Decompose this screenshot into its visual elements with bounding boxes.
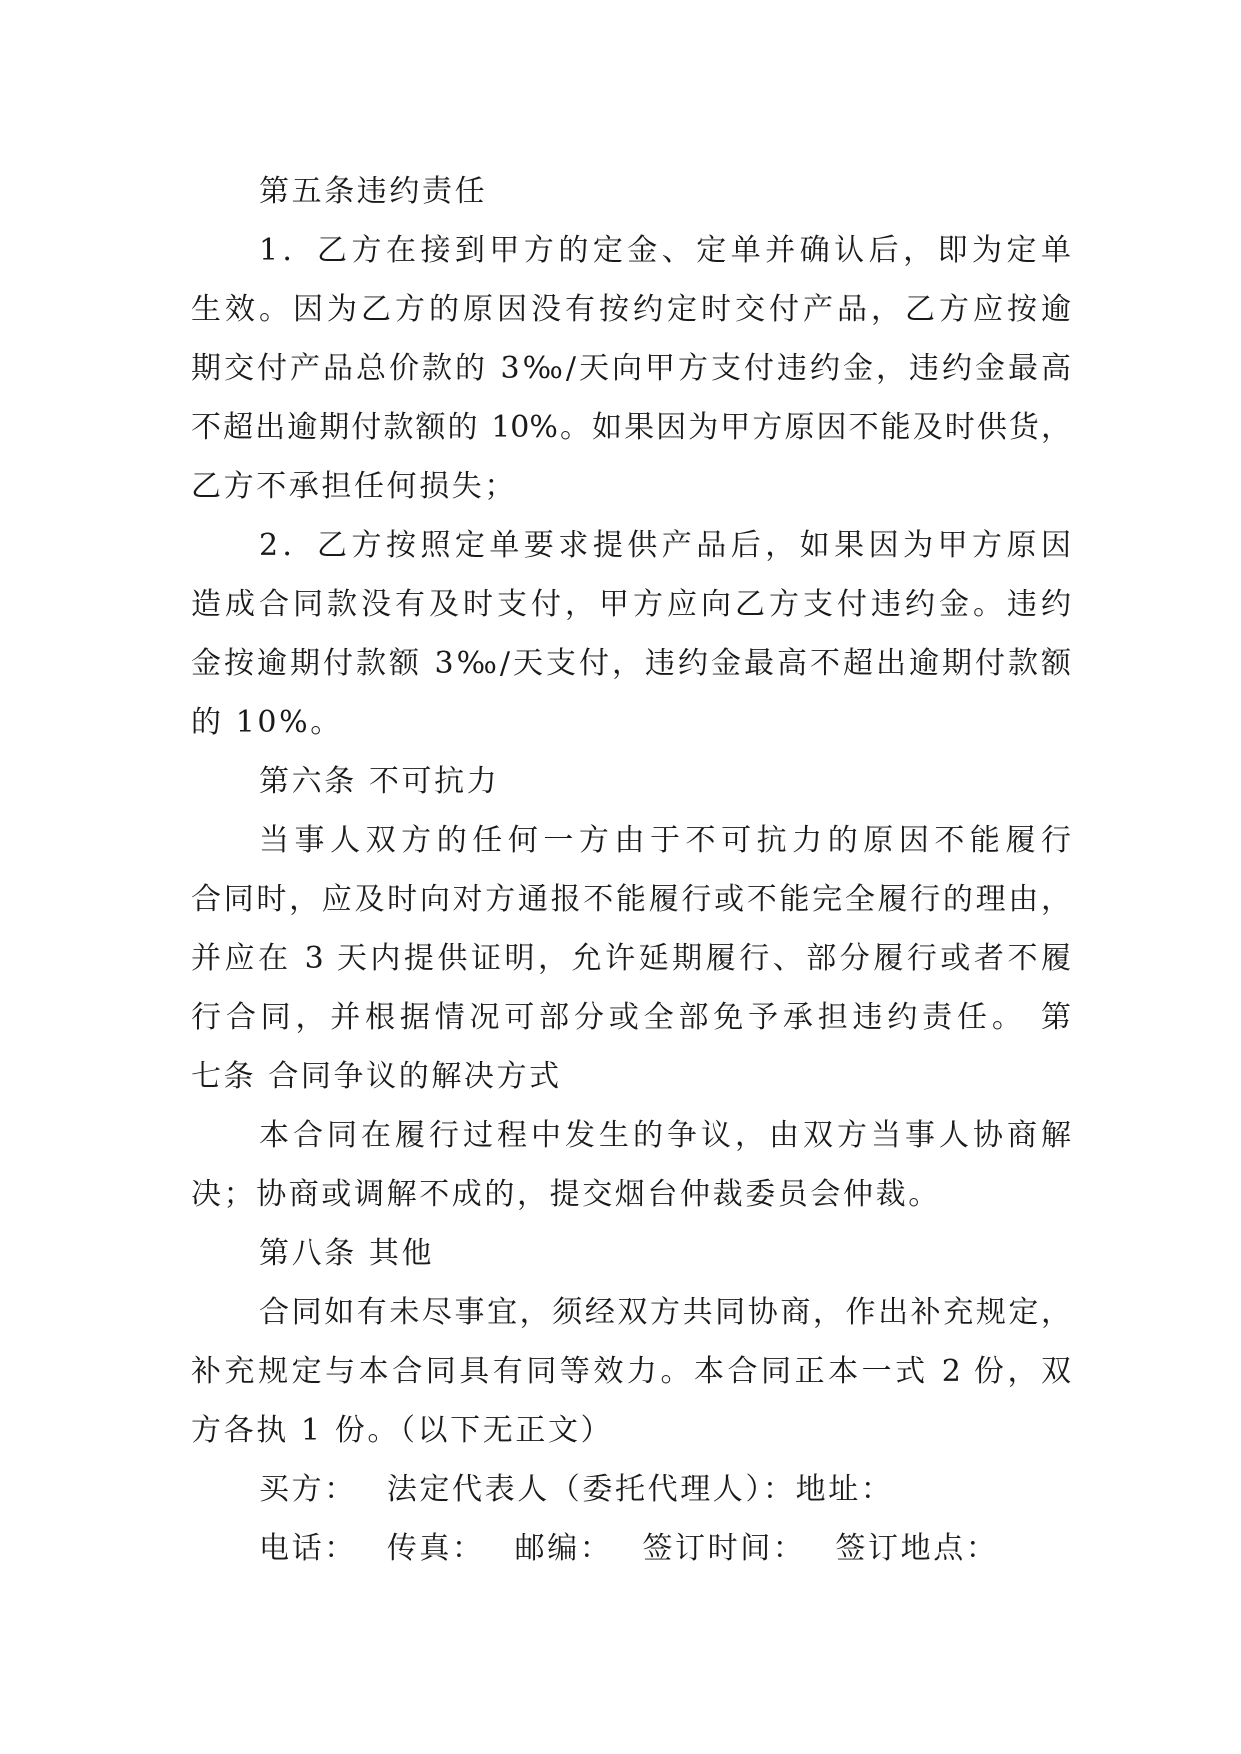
article-8-text-line-3: 方各执 1 份。（以下无正文） xyxy=(191,1413,614,1448)
fax-label: 传真： xyxy=(386,1531,485,1566)
article-6-text-line-4: 行合同，并根据情况可部分或全部免予承担违约责任。 第 xyxy=(191,1000,1071,1035)
article-5-clause-2-line-2: 造成合同款没有及时支付，甲方应向乙方支付违约金。违约 xyxy=(191,587,1071,622)
article-6-text-line-2: 合同时，应及时向对方通报不能履行或不能完全履行的理由， xyxy=(191,882,1071,917)
article-5-clause-1-line-3: 期交付产品总价款的 3‰/天向甲方支付违约金，违约金最高 xyxy=(191,351,1071,386)
representative-label: 法定代表人（委托代理人）： xyxy=(386,1472,796,1507)
address-label: 地址： xyxy=(795,1472,894,1507)
article-6-heading: 第六条 不可抗力 xyxy=(259,764,500,799)
signature-contact-line xyxy=(191,1519,1071,1578)
article-8-text-line-2: 补充规定与本合同具有同等效力。本合同正本一式 2 份，双 xyxy=(191,1354,1071,1389)
article-5-clause-2-line-1: 2．乙方按照定单要求提供产品后，如果因为甲方原因 xyxy=(259,528,1071,563)
sign-place-label: 签订地点： xyxy=(835,1531,999,1566)
article-6-text-line-3: 并应在 3 天内提供证明，允许延期履行、部分履行或者不履 xyxy=(191,941,1071,976)
sign-time-label: 签订时间： xyxy=(642,1531,806,1566)
buyer-label: 买方： xyxy=(259,1472,357,1507)
signature-buyer-line xyxy=(191,1460,1071,1519)
article-7-text-line-2: 决；协商或调解不成的，提交烟台仲裁委员会仲裁。 xyxy=(191,1177,941,1212)
article-7-text-line-1: 本合同在履行过程中发生的争议，由双方当事人协商解 xyxy=(259,1118,1071,1153)
article-8-text-line-1: 合同如有未尽事宜，须经双方共同协商，作出补充规定， xyxy=(259,1295,1071,1330)
contract-body xyxy=(191,162,1071,1578)
phone-label: 电话： xyxy=(259,1531,357,1566)
article-6-text-line-1: 当事人双方的任何一方由于不可抗力的原因不能履行 xyxy=(259,823,1071,858)
article-5-clause-1-line-5: 乙方不承担任何损失； xyxy=(191,469,517,504)
article-5-heading: 第五条违约责任 xyxy=(259,174,488,209)
article-5-clause-2-line-4: 的 10%。 xyxy=(191,705,343,740)
article-8-heading: 第八条 其他 xyxy=(259,1236,435,1271)
article-7-heading: 七条 合同争议的解决方式 xyxy=(191,1059,562,1094)
article-5-clause-1-line-4: 不超出逾期付款额的 10%。如果因为甲方原因不能及时供货， xyxy=(191,410,1071,445)
article-5-clause-1-line-1: 1．乙方在接到甲方的定金、定单并确认后，即为定单 xyxy=(259,233,1071,268)
article-5-clause-2-line-3: 金按逾期付款额 3‰/天支付，违约金最高不超出逾期付款额 xyxy=(191,646,1071,681)
postcode-label: 邮编： xyxy=(514,1531,613,1566)
article-5-clause-1-line-2: 生效。因为乙方的原因没有按约定时交付产品，乙方应按逾 xyxy=(191,292,1071,327)
